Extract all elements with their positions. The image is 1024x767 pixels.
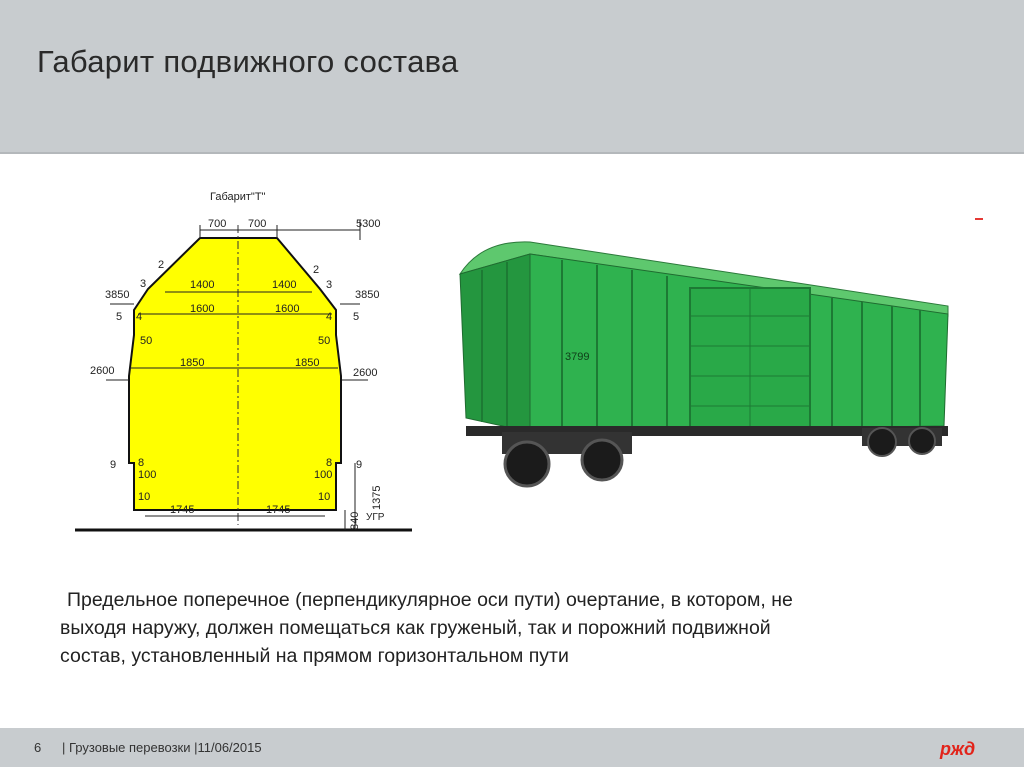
point-label-4-right: 4	[326, 311, 333, 323]
footer-info: | Грузовые перевозки |11/06/2015	[62, 740, 262, 755]
page-number: 6	[34, 740, 42, 755]
offset-50-left: 50	[140, 335, 153, 347]
description-line: выходя наружу, должен помещаться как груженый, так и порожний подвижной	[60, 617, 771, 639]
gauge-diagram	[70, 180, 430, 540]
dim-top-left: 700	[208, 218, 227, 230]
point-label-8-right: 8	[326, 457, 333, 469]
diagram-name-label: Габарит"Т"	[210, 191, 266, 203]
dim-top-right: 700	[248, 218, 267, 230]
dim-level2-left: 1400	[190, 279, 215, 291]
slide-title: Габарит подвижного состава	[37, 44, 459, 79]
gauge-outline	[129, 238, 341, 510]
point-label-4-left: 4	[136, 311, 143, 323]
point-label-3-left: 3	[140, 278, 147, 290]
dim-bottom-right: 1745	[266, 504, 291, 516]
height-840: 840	[349, 511, 361, 530]
wagon-bogies	[502, 428, 942, 486]
point-label-2-right: 2	[313, 264, 320, 276]
height-right-upper: 3850	[355, 289, 380, 301]
height-right-mid: 2600	[353, 367, 378, 379]
point-label-3-right: 3	[326, 279, 333, 291]
offset-100-left: 100	[138, 469, 157, 481]
wagon-svg	[452, 236, 962, 496]
height-1375: 1375	[371, 485, 383, 510]
wagon-end	[460, 254, 530, 432]
rail-label: УГР	[366, 512, 385, 523]
description-text	[60, 586, 960, 670]
description-line: состав, установленный на прямом горизонтальном пути	[60, 645, 569, 667]
wagon-image	[452, 236, 962, 496]
svg-text:ржд: ржд	[940, 739, 976, 759]
point-label-2-left: 2	[158, 259, 165, 271]
point-label-8-left: 8	[138, 457, 145, 469]
offset-10-right: 10	[318, 491, 331, 503]
height-top: 5300	[356, 218, 381, 230]
slide-header	[0, 0, 1024, 154]
offset-50-right: 50	[318, 335, 331, 347]
point-label-9-left: 9	[110, 459, 117, 471]
wagon-number: 3799	[565, 351, 590, 363]
point-label-9-right: 9	[356, 459, 363, 471]
dim-level3-right: 1600	[275, 303, 300, 315]
height-left-mid: 2600	[90, 365, 115, 377]
corner-mark-icon	[968, 212, 986, 230]
offset-10-left: 10	[138, 491, 151, 503]
offset-100-right: 100	[314, 469, 333, 481]
point-label-5-left: 5	[116, 311, 123, 323]
dim-level4-right: 1850	[295, 357, 320, 369]
slide-footer	[0, 728, 1024, 767]
height-left-upper: 3850	[105, 289, 130, 301]
gauge-diagram-svg	[70, 180, 430, 540]
description-line: Предельное поперечное (перпендикулярное оси пути) очертание, в котором, не	[67, 589, 793, 611]
point-label-5-right: 5	[353, 311, 360, 323]
dim-level3-left: 1600	[190, 303, 215, 315]
dim-level4-left: 1850	[180, 357, 205, 369]
dim-bottom-left: 1745	[170, 504, 195, 516]
dim-level2-right: 1400	[272, 279, 297, 291]
rzd-logo-icon	[938, 737, 986, 759]
